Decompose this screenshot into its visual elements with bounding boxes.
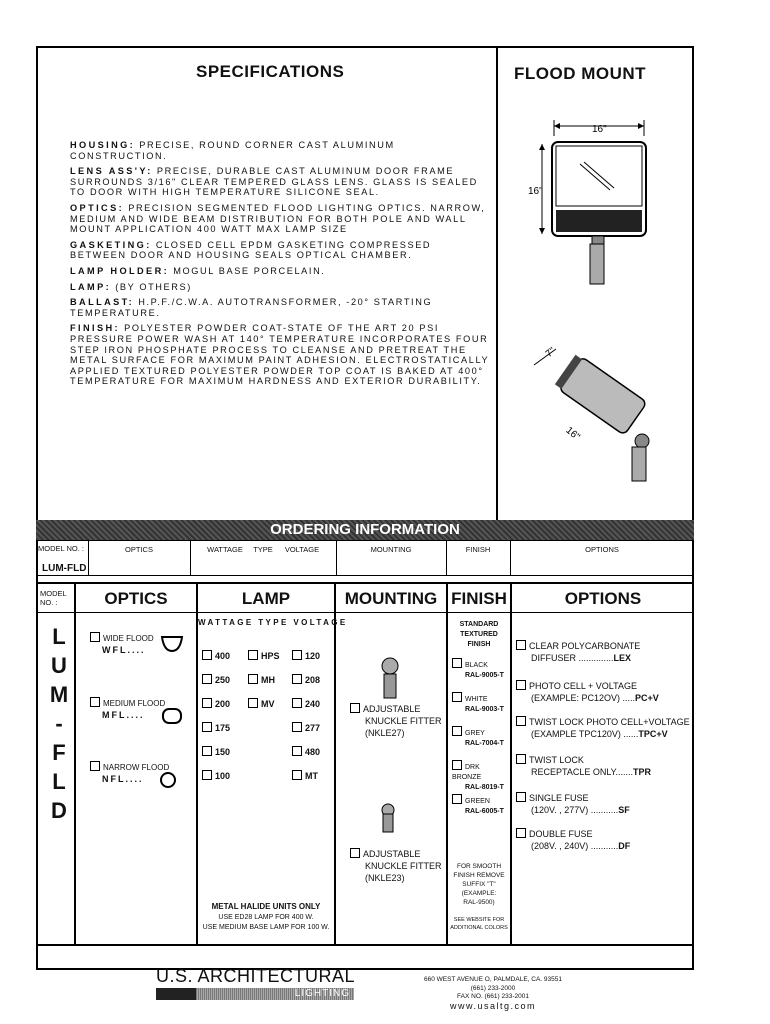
type-mh[interactable]: MH [248,668,280,692]
fax-text: FAX NO. (661) 233-2001 [457,993,529,1000]
optics-wide-checkbox[interactable] [90,632,100,642]
grid-lamp-title: LAMP [241,589,291,608]
spec-housing: HOUSING: PRECISE, ROUND CORNER CAST ALUMINUM CONSTRUCTION. [70,140,395,161]
optics-wide-option[interactable]: WIDE FLOOD [90,632,154,643]
optics-medium-option[interactable]: MEDIUM FLOOD [90,697,165,708]
voltage-120[interactable]: 120 [292,644,320,668]
spec-lamp: LAMP: (BY OTHERS) [70,281,192,292]
spec-lamp-holder: LAMP HOLDER: MOGUL BASE PORCELAIN. [70,265,326,276]
grid-model-label: MODEL NO. : [40,589,67,607]
voltage-240[interactable]: 240 [292,692,320,716]
grid-mounting-title: MOUNTING [344,589,438,608]
narrow-beam-icon [158,770,178,790]
voltage-277[interactable]: 277 [292,716,320,740]
option-tpc-v[interactable]: TWIST LOCK PHOTO CELL+VOLTAGE (EXAMPLE TPC120V) ......TPC+V [516,716,692,754]
mounting-nkle23-option[interactable]: ADJUSTABLE KNUCKLE FITTER (NKLE23) [350,848,442,884]
vertical-divider [496,46,498,520]
type-options [248,644,280,716]
spec-optics: OPTICS: PRECISION SEGMENTED FLOOD LIGHTING OPTICS. NARROW, MEDIUM AND WIDE BEAM DISTRIBUTION FOR BOTH POLE AND WALL MOUNT APPLICATION 400 WATT MAX LAMP SIZE [70,202,486,235]
brand-logo-bar [156,988,196,1000]
wattage-175[interactable]: 175 [202,716,230,740]
metal-halide-note-1: USE ED28 LAMP FOR 400 W. [218,914,314,921]
entry-type-label: TYPE [253,545,273,554]
finish-green[interactable]: GREEN RAL-6005-T [452,794,510,828]
knuckle-fitter-nkle23-icon [378,800,398,834]
optics-medium-code: MFL.... [102,710,145,720]
wide-beam-icon [160,634,184,654]
wattage-200[interactable]: 200 [202,692,230,716]
finish-dark-bronze[interactable]: DRK BRONZE RAL-8019-T [452,760,510,794]
option-df[interactable]: DOUBLE FUSE (208V. , 240V) ...........DF [516,828,692,864]
voltage-options [292,644,320,788]
optics-narrow-option[interactable]: NARROW FLOOD [90,761,169,772]
type-mv[interactable]: MV [248,692,280,716]
model-letters: L U M - F L D [49,624,69,823]
spec-lens: LENS ASS'Y: PRECISE, DURABLE CAST ALUMINUM DOOR FRAME SURROUNDS 3/16" CLEAR TEMPERED GLASS LENS. GLASS IS SEALED TO DOOR WITH HIGH TEMPERATURE SILICONE SEAL. [70,166,478,198]
finish-black[interactable]: BLACK RAL-9005-T [452,658,510,692]
finish-options [452,658,510,828]
length-dimension-label: 16" [563,425,582,443]
mounting-nkle23-checkbox[interactable] [350,848,360,858]
brand-logo-sub: LIGHTING [196,988,354,1000]
specifications-list [70,140,490,392]
finish-white[interactable]: WHITE RAL-9003-T [452,692,510,726]
optics-narrow-code: NFL.... [102,774,144,784]
website-link[interactable]: www.usaltg.com [449,1000,537,1011]
website-colors-note: SEE WEBSITE FOR ADDITIONAL COLORS [450,917,508,931]
wattage-400[interactable]: 400 [202,644,230,668]
entry-model-label: MODEL NO. : [38,544,84,553]
voltage-mt[interactable]: MT [292,764,320,788]
entry-voltage-label: VOLTAGE [284,545,320,554]
smooth-finish-note: FOR SMOOTH FINISH REMOVE SUFFIX "T" (EXAMPLE: RAL-9500) [453,863,505,906]
brand-logo-text: U.S. ARCHITECTURAL [156,966,356,986]
optics-narrow-checkbox[interactable] [90,761,100,771]
option-tpr[interactable]: TWIST LOCK RECEPTACLE ONLY.......TPR [516,754,692,792]
mounting-nkle27-option[interactable]: ADJUSTABLE KNUCKLE FITTER (NKLE27) [350,703,442,739]
finish-header: STANDARD TEXTURED FINISH [459,621,499,648]
contact-block [400,976,586,1010]
flood-mount-title: FLOOD MOUNT [514,64,647,83]
lamp-column-header: WATTAGE TYPE VOLTAGE [198,618,348,627]
voltage-208[interactable]: 208 [292,668,320,692]
wattage-150[interactable]: 150 [202,740,230,764]
height-dimension-label: 16" [528,186,543,197]
entry-optics-label: OPTICS [125,545,153,554]
optics-medium-checkbox[interactable] [90,697,100,707]
grid-optics-title: OPTICS [104,589,168,608]
medium-beam-icon [160,706,184,726]
wattage-100[interactable]: 100 [202,764,230,788]
options-list [516,640,692,864]
entry-options-label: OPTIONS [585,545,619,554]
wattage-options [202,644,230,788]
address-text: 660 WEST AVENUE O, PALMDALE, CA. 93551 [423,976,562,983]
depth-dimension-label: 7" [543,345,558,360]
spec-ballast: BALLAST: H.P.F./C.W.A. AUTOTRANSFORMER, -20° STARTING TEMPERATURE. [70,297,433,318]
type-hps[interactable]: HPS [248,644,280,668]
finish-grey[interactable]: GREY RAL-7004-T [452,726,510,760]
entry-finish-label: FINISH [465,545,491,554]
flood-mount-side-drawing [520,335,680,485]
entry-mounting-label: MOUNTING [370,545,412,554]
knuckle-fitter-nkle27-icon [378,656,402,700]
spec-finish: FINISH: POLYESTER POWDER COAT-STATE OF THE ART 20 PSI PRESSURE POWER WASH AT 140° TEMPERATURE INCORPORATES FOUR STEP IRON PHOSPHATE PROCESS TO CLEANSE AND PRETREAT THE METAL SURFACE FOR MAXIMUM PAINT ADHESION. ELECTROSTATICALLY APPLIED TEXTURED POLYESTER POWDER TOP COAT IS BAKED AT 400° TEMPERATURE FOR MAXIMUM HARDNESS AND EXTERIOR DURABILITY. [70,323,490,387]
optics-wide-code: WFL.... [102,645,146,655]
grid-options-title: OPTIONS [564,589,642,608]
voltage-480[interactable]: 480 [292,740,320,764]
mounting-nkle27-checkbox[interactable] [350,703,360,713]
ordering-information-bar: ORDERING INFORMATION [36,520,694,540]
option-lex[interactable]: CLEAR POLYCARBONATE DIFFUSER ..............LEX [516,640,692,680]
wattage-250[interactable]: 250 [202,668,230,692]
metal-halide-note-2: USE MEDIUM BASE LAMP FOR 100 W. [202,924,330,931]
grid-finish-title: FINISH [451,589,507,608]
option-sf[interactable]: SINGLE FUSE (120V. , 277V) ...........SF [516,792,692,828]
width-dimension-label: 16" [592,124,607,135]
metal-halide-note-title: METAL HALIDE UNITS ONLY [211,902,321,911]
entry-model-value: LUM-FLD [42,563,87,574]
entry-wattage-label: WATTAGE [207,545,243,554]
specifications-title: SPECIFICATIONS [196,62,345,81]
option-pc-v[interactable]: PHOTO CELL + VOLTAGE (EXAMPLE: PC12OV) .....PC+V [516,680,692,716]
spec-gasketing: GASKETING: CLOSED CELL EPDM GASKETING COMPRESSED BETWEEN DOOR AND HOUSING SEALS OPTICAL CHAMBER. [70,239,432,261]
phone-text: (661) 233-2000 [470,984,516,992]
flood-mount-front-drawing [520,118,680,288]
